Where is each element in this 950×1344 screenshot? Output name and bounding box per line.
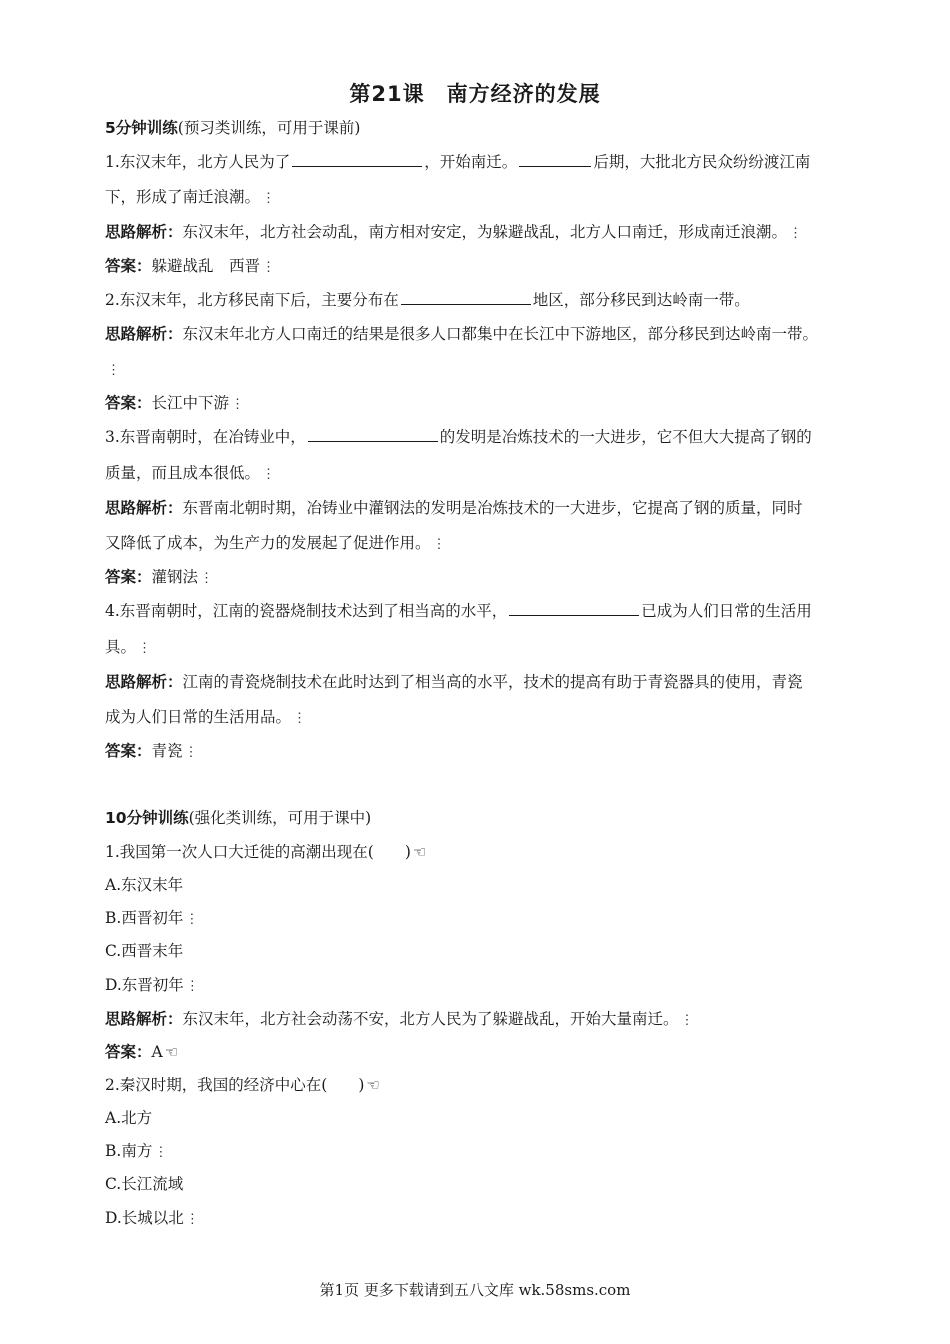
paragraph-mark-icon: ⋮ (231, 397, 245, 412)
paragraph-mark-icon: ⋮ (432, 537, 446, 552)
analysis-1 (105, 221, 875, 245)
hand-pointer-icon: ☜ (366, 1076, 380, 1094)
option-d (105, 974, 875, 998)
fill-blank (308, 426, 438, 442)
analysis-text: 东汉末年，北方社会动乱，南方相对安定，为躲避战乱，北方人口南迁，形成南迁浪潮。 (182, 223, 788, 241)
option-c (105, 940, 875, 962)
analysis-label: 思路解析： (105, 223, 183, 241)
page-footer: 第1页 更多下载请到五八文库 wk.58sms.com (319, 1281, 631, 1299)
analysis-text: 成为人们日常的生活用品。 (105, 708, 292, 726)
option-b (105, 907, 875, 931)
question-3-line2 (105, 462, 875, 486)
analysis-label: 思路解析： (105, 499, 183, 517)
question-text: 已成为人们日常的生活用 (641, 602, 812, 620)
option-d (105, 1207, 875, 1231)
analysis-text: 东汉末年北方人口南迁的结果是很多人口都集中在长江中下游地区，部分移民到达岭南一带。 (182, 325, 819, 343)
paragraph-mark-icon: ⋮ (262, 260, 276, 275)
option-a (105, 874, 875, 896)
page-title: 第21课 南方经济的发展 (349, 82, 601, 106)
analysis-text: 东汉末年，北方社会动荡不安，北方人民为了躲避战乱，开始大量南迁。 (182, 1010, 679, 1028)
question-text: ，开始南迁。 (424, 153, 518, 171)
option-text: A.东汉末年 (105, 876, 184, 894)
option-text: B.西晋初年 (105, 909, 184, 927)
analysis-4 (105, 671, 875, 693)
paragraph-mark-icon: ⋮ (185, 1212, 199, 1227)
section-heading-5min (105, 117, 875, 139)
option-c (105, 1173, 875, 1195)
section-heading-10min (105, 807, 875, 829)
option-b (105, 1140, 875, 1164)
section-heading-note: (强化类训练，可用于课中) (188, 809, 372, 827)
answer-label: 答案： (105, 742, 152, 760)
paragraph-mark-icon: ⋮ (262, 467, 276, 482)
answer-label: 答案： (105, 394, 152, 412)
option-text: A.北方 (105, 1109, 153, 1127)
analysis-mc-1 (105, 1008, 875, 1032)
analysis-label: 思路解析： (105, 1010, 183, 1028)
analysis-text: 东晋南北朝时期，冶铸业中灌钢法的发明是冶炼技术的一大进步，它提高了钢的质量，同时 (182, 499, 803, 517)
question-4-line2 (105, 636, 875, 660)
answer-text: 青瓷 (151, 742, 183, 760)
analysis-label: 思路解析： (105, 673, 183, 691)
answer-text: 灌钢法 (151, 568, 199, 586)
fill-blank (519, 151, 591, 167)
answer-3 (105, 566, 875, 590)
section-heading-bold: 5分钟训练 (105, 119, 178, 137)
mc-question-2 (105, 1074, 875, 1096)
fill-blank (509, 600, 639, 616)
answer-label: 答案： (105, 568, 152, 586)
paragraph-mark-icon: ⋮ (154, 1145, 168, 1160)
analysis-2-line2 (105, 358, 875, 382)
answer-2 (105, 392, 875, 416)
answer-label: 答案： (105, 257, 152, 275)
question-text: 具。 (105, 638, 137, 656)
option-text: D.长城以北 (105, 1209, 184, 1227)
option-a (105, 1107, 875, 1129)
question-text: 的发明是冶炼技术的一大进步，它不但大大提高了钢的 (439, 428, 812, 446)
answer-text: 躲避战乱 西晋 (151, 257, 261, 275)
analysis-2 (105, 323, 875, 345)
analysis-text: 江南的青瓷烧制技术在此时达到了相当高的水平，技术的提高有助于青瓷器具的使用，青瓷 (182, 673, 803, 691)
question-1 (105, 151, 875, 173)
section-heading-bold: 10分钟训练 (105, 809, 189, 827)
analysis-3-line2 (105, 532, 875, 556)
question-text: 后期，大批北方民众纷纷渡江南 (593, 153, 811, 171)
answer-label: 答案： (105, 1043, 152, 1061)
paragraph-mark-icon: ⋮ (293, 711, 307, 726)
mc-question-1 (105, 841, 875, 863)
option-text: C.长江流域 (105, 1175, 184, 1193)
answer-mc-1 (105, 1041, 875, 1063)
question-text: 下，形成了南迁浪潮。 (105, 188, 261, 206)
paragraph-mark-icon: ⋮ (789, 226, 803, 241)
answer-1 (105, 255, 875, 279)
question-text: 2.东汉末年，北方移民南下后，主要分布在 (105, 291, 399, 309)
option-text: D.东晋初年 (105, 976, 184, 994)
question-text: 3.东晋南朝时，在冶铸业中， (105, 428, 306, 446)
paragraph-mark-icon: ⋮ (184, 745, 198, 760)
option-text: B.南方 (105, 1142, 153, 1160)
answer-4 (105, 740, 875, 764)
answer-text: A (151, 1043, 163, 1061)
fill-blank (292, 151, 422, 167)
paragraph-mark-icon: ⋮ (262, 191, 276, 206)
question-3 (105, 426, 875, 448)
question-text: 1.我国第一次人口大迁徙的高潮出现在( ) (105, 843, 411, 861)
paragraph-mark-icon: ⋮ (138, 641, 152, 656)
paragraph-mark-icon: ⋮ (680, 1013, 694, 1028)
question-2 (105, 289, 875, 311)
question-4 (105, 600, 875, 622)
paragraph-mark-icon: ⋮ (200, 571, 214, 586)
option-text: C.西晋末年 (105, 942, 184, 960)
paragraph-mark-icon: ⋮ (107, 363, 120, 378)
question-text: 4.东晋南朝时，江南的瓷器烧制技术达到了相当高的水平， (105, 602, 508, 620)
analysis-text: 又降低了成本，为生产力的发展起了促进作用。 (105, 534, 431, 552)
hand-pointer-icon: ☜ (412, 843, 427, 861)
question-1-line2 (105, 186, 875, 210)
question-text: 1.东汉末年，北方人民为了 (105, 153, 291, 171)
question-text: 地区，部分移民到达岭南一带。 (532, 291, 750, 309)
section-heading-note: (预习类训练，可用于课前) (177, 119, 361, 137)
analysis-4-line2 (105, 706, 875, 730)
paragraph-mark-icon: ⋮ (185, 912, 199, 927)
fill-blank (401, 289, 531, 305)
paragraph-mark-icon: ⋮ (185, 979, 199, 994)
analysis-3 (105, 497, 875, 519)
question-text: 质量，而且成本很低。 (105, 464, 261, 482)
analysis-label: 思路解析： (105, 325, 183, 343)
hand-pointer-icon: ☜ (164, 1043, 179, 1061)
question-text: 2.秦汉时期，我国的经济中心在( ) (105, 1076, 365, 1094)
answer-text: 长江中下游 (151, 394, 230, 412)
